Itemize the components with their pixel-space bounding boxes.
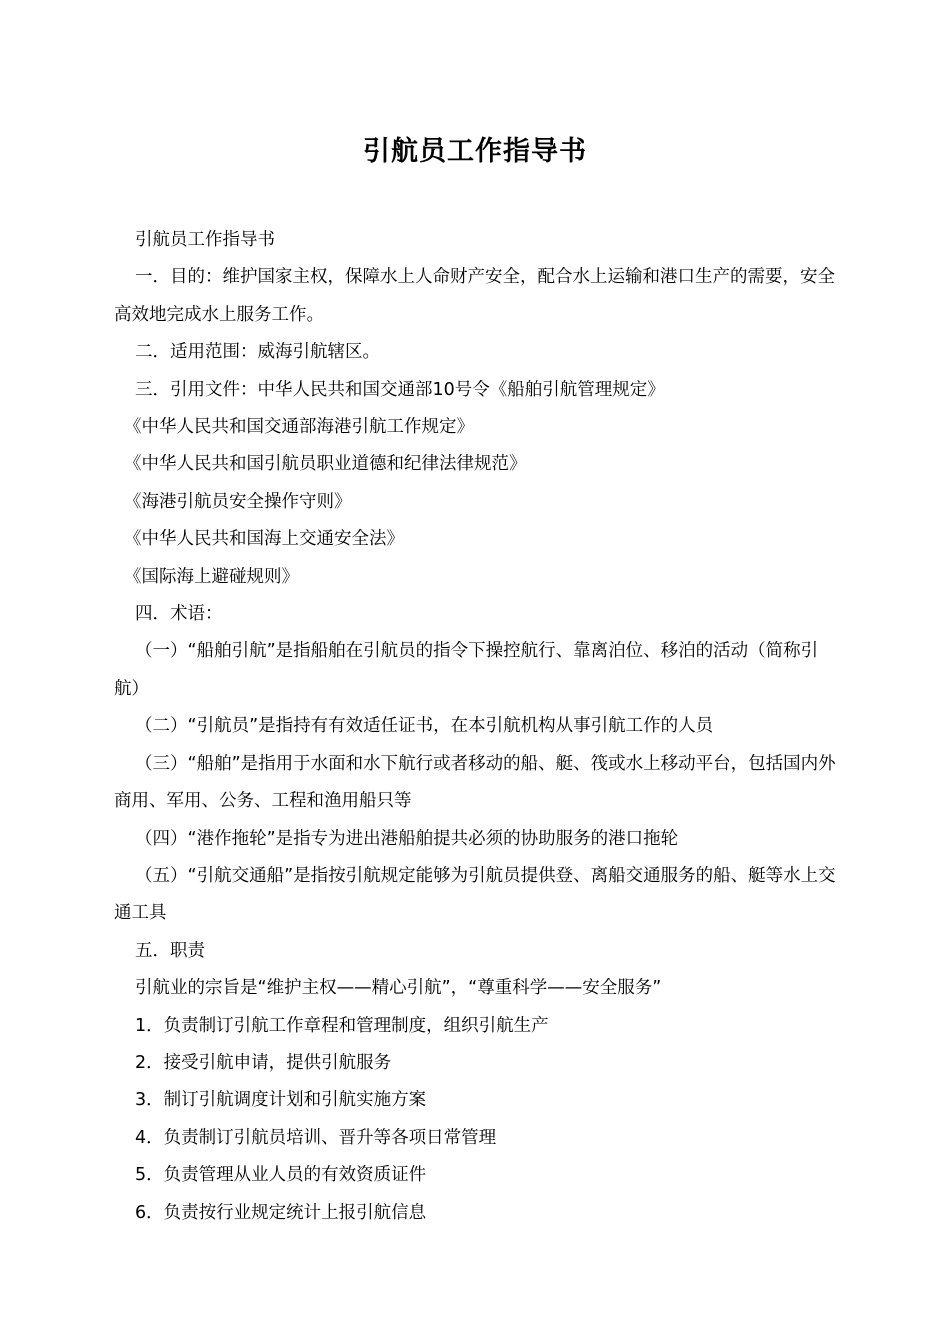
duty-item: 3．制订引航调度计划和引航实施方案 xyxy=(135,1090,427,1111)
duty-item: 5．负责管理从业人员的有效资质证件 xyxy=(135,1165,427,1186)
term-item: （一）“船舶引航”是指船舶在引航员的指令下操控航行、靠离泊位、移泊的活动（简称引航） xyxy=(114,641,819,699)
term-item: （二）“引航员”是指持有有效适任证书，在本引航机构从事引航工作的人员 xyxy=(135,716,714,737)
reference-item: 《海港引航员安全操作守则》 xyxy=(124,491,352,512)
duty-item: 1．负责制订引航工作章程和管理制度，组织引航生产 xyxy=(135,1015,549,1036)
document-title: 引航员工作指导书 xyxy=(363,136,587,167)
document-body xyxy=(114,222,836,1232)
paragraph-mission: 引航业的宗旨是“维护主权——精心引航”，“尊重科学——安全服务” xyxy=(135,978,662,999)
reference-item: 《国际海上避碰规则》 xyxy=(124,566,299,587)
paragraph-subtitle: 引航员工作指导书 xyxy=(135,230,275,250)
paragraph-purpose: 一．目的：维护国家主权，保障水上人命财产安全，配合水上运输和港口生产的需要，安全高效地完成水上服务工作。 xyxy=(114,267,835,325)
paragraph-references: 三．引用文件：中华人民共和国交通部10号令《船舶引航管理规定》 xyxy=(135,379,665,400)
term-item: （五）“引航交通船”是指按引航规定能够为引航员提供登、离船交通服务的船、艇等水上交通工具 xyxy=(114,865,836,924)
reference-item: 《中华人民共和国海上交通安全法》 xyxy=(124,529,404,550)
paragraph-duties-heading: 五．职责 xyxy=(135,940,205,961)
term-item: （四）“港作拖轮”是指专为进出港船舶提共必须的协助服务的港口拖轮 xyxy=(135,828,679,849)
reference-item: 《中华人民共和国引航员职业道德和纪律法律规范》 xyxy=(124,454,527,475)
duty-item: 4．负责制订引航员培训、晋升等各项日常管理 xyxy=(135,1127,497,1148)
paragraph-terms-heading: 四．术语： xyxy=(135,604,223,625)
duty-item: 2．接受引航申请，提供引航服务 xyxy=(135,1052,392,1073)
duty-item: 6．负责按行业规定统计上报引航信息 xyxy=(135,1202,427,1223)
term-item: （三）“船舶”是指用于水面和水下航行或者移动的船、艇、筏或水上移动平台，包括国内外商用、军用、公务、工程和渔用船只等 xyxy=(114,753,836,812)
reference-item: 《中华人民共和国交通部海港引航工作规定》 xyxy=(124,417,474,438)
paragraph-scope: 二．适用范围：威海引航辖区。 xyxy=(135,342,380,363)
